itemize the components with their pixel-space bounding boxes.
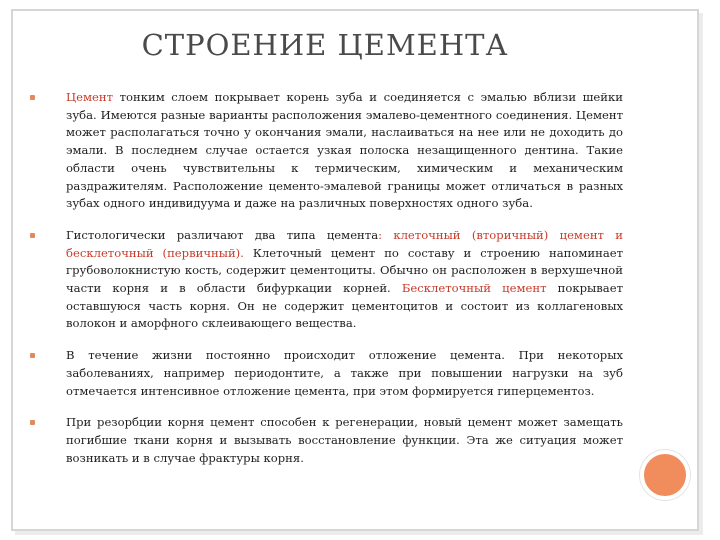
bullet-marker bbox=[30, 353, 35, 358]
bullet-2-tail: покрывает оставшуюся часть корня. Он не содержит цементоцитов и состоит из коллагеновых волокон и аморфного склеивающего вещества. bbox=[66, 281, 623, 331]
slide-title: СТРОЕНИЕ ЦЕМЕНТА bbox=[141, 28, 509, 62]
bullet-1-body: тонким слоем покрывает корень зуба и соединяется с эмалью вблизи шейки зуба. Имеются разные варианты расположения эмалево-цементного соединения. Цемент может располагаться точно у окончания эмали, наслаиваться на нее или не доходить до эмали. В последнем случае остается узкая полоска незащищенного дентина. Такие области очень чувствительны к термическим, химическим и механическим раздражителям. Расположение цементо-эмалевой границы может отличаться в разных зубах одного индивидуума и даже на различных поверхностях одного зуба. bbox=[66, 90, 623, 211]
bullet-text-1 bbox=[66, 89, 623, 213]
bullet-2-intro: Гистологически различают два типа цемента bbox=[66, 227, 379, 242]
bullet-marker bbox=[30, 420, 35, 425]
bullet-list bbox=[28, 89, 623, 481]
bullet-item-3 bbox=[28, 347, 623, 400]
bullet-marker bbox=[30, 233, 35, 238]
bullet-text-3: В течение жизни постоянно происходит отложение цемента. При некоторых заболеваниях, например периодонтите, а также при повышении нагрузки на зуб отмечается интенсивное отложение цемента, при этом формируется гиперцементоз. bbox=[66, 348, 623, 398]
bullet-item-2 bbox=[28, 227, 623, 333]
term-cement: Цемент bbox=[66, 90, 113, 104]
bullet-item-4 bbox=[28, 414, 623, 467]
bullet-text-4: При резорбции корня цемент способен к регенерации, новый цемент может замещать погибшие ткани корня и вызывать восстановление функции. Эта же ситуация может возникать и в случае фрактуры корня. bbox=[66, 415, 623, 465]
decorative-circle bbox=[640, 450, 690, 500]
bullet-marker bbox=[30, 95, 35, 100]
term-acellular-cement: Бесклеточный цемент bbox=[401, 281, 547, 296]
bullet-item-1 bbox=[28, 89, 623, 213]
bullet-2-body: Клеточный цемент по составу и строению напоминает грубоволокнистую кость, содержит цементоциты. Обычно он расположен в верхушечной части корня и в области бифуркации корней. bbox=[66, 245, 624, 296]
bullet-text-2 bbox=[66, 227, 623, 333]
term-cement-types: : клеточный (вторичный) цемент и бесклеточный (первичный). bbox=[66, 227, 623, 260]
